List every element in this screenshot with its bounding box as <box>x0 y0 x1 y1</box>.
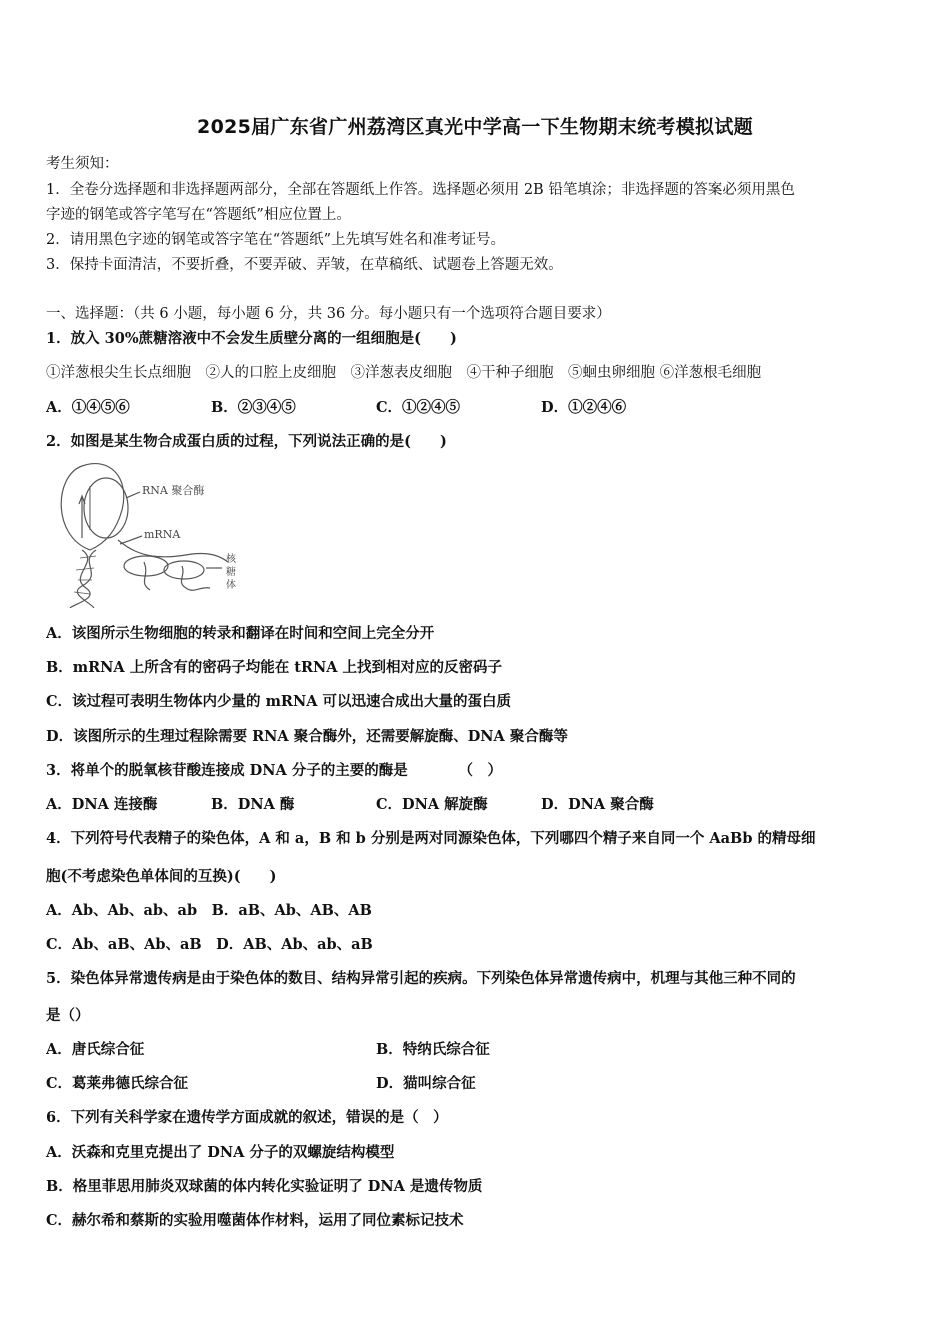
q2-option-d[interactable]: D．该图所示的生理过程除需要 RNA 聚合酶外，还需要解旋酶、DNA 聚合酶等 <box>46 728 568 745</box>
protein-synthesis-figure <box>60 458 250 608</box>
q3-option-a[interactable]: A．DNA 连接酶 <box>46 796 158 813</box>
question-1-list: ①洋葱根尖生长点细胞 ②人的口腔上皮细胞 ③洋葱表皮细胞 ④干种子细胞 ⑤蛔虫卵细胞 ⑥洋葱根毛细胞 <box>46 365 762 381</box>
label-rna-polymerase: RNA 聚合酶 <box>142 484 205 497</box>
notice-heading: 考生须知： <box>46 156 119 172</box>
notice-item: 2．请用黑色字迹的钢笔或答字笔在“答题纸”上先填写姓名和准考证号。 <box>46 232 506 248</box>
q3-option-d[interactable]: D．DNA 聚合酶 <box>541 796 654 813</box>
question-6-stem: 6．下列有关科学家在遗传学方面成就的叙述，错误的是（ ） <box>46 1109 448 1126</box>
section-heading: 一、选择题：（共 6 小题，每小题 6 分，共 36 分。每小题只有一个选项符合题目要求） <box>46 306 611 322</box>
q5-option-a[interactable]: A．唐氏综合征 <box>46 1041 145 1058</box>
page-title: 2025届广东省广州荔湾区真光中学高一下生物期末统考模拟试题 <box>197 116 753 138</box>
protein-synthesis-diagram <box>60 458 250 608</box>
q1-option-b[interactable]: B．②③④⑤ <box>211 399 296 416</box>
q6-option-a[interactable]: A．沃森和克里克提出了 DNA 分子的双螺旋结构模型 <box>46 1144 395 1161</box>
notice-item: 1．全卷分选择题和非选择题两部分，全部在答题纸上作答。选择题必须用 2B 铅笔填涂；非选择题的答案必须用黑色 <box>46 182 795 198</box>
question-4-stem: 4．下列符号代表精子的染色体，A 和 a，B 和 b 分别是两对同源染色体，下列哪四个精子来自同一个 AaBb 的精母细 <box>46 830 816 847</box>
q6-option-c[interactable]: C．赫尔希和蔡斯的实验用噬菌体作材料，运用了同位素标记技术 <box>46 1212 464 1229</box>
q4-options-ab[interactable]: A．Ab、Ab、ab、ab B．aB、Ab、AB、AB <box>46 902 372 919</box>
label-mrna: mRNA <box>144 528 181 541</box>
label-ribosome <box>226 552 239 591</box>
q1-option-a[interactable]: A．①④⑤⑥ <box>46 399 130 416</box>
question-5-stem-cont: 是（） <box>46 1007 90 1024</box>
question-3-stem: 3．将单个的脱氧核苷酸连接成 DNA 分子的主要的酶是 （ ） <box>46 762 503 779</box>
q1-option-c[interactable]: C．①②④⑤ <box>376 399 461 416</box>
q4-options-cd[interactable]: C．Ab、aB、Ab、aB D．AB、Ab、ab、aB <box>46 936 373 953</box>
q2-option-a[interactable]: A．该图所示生物细胞的转录和翻译在时间和空间上完全分开 <box>46 625 435 642</box>
question-4-stem-cont: 胞(不考虑染色单体间的互换)( ) <box>46 868 277 885</box>
q2-option-c[interactable]: C．该过程可表明生物体内少量的 mRNA 可以迅速合成出大量的蛋白质 <box>46 693 512 710</box>
q2-option-b[interactable]: B．mRNA 上所含有的密码子均能在 tRNA 上找到相对应的反密码子 <box>46 659 503 676</box>
question-1-text: 1．放入 30%蔗糖溶液中不会发生质壁分离的一组细胞是( ) <box>46 330 457 347</box>
q5-option-b[interactable]: B．特纳氏综合征 <box>376 1041 490 1058</box>
label-ribosome-char: 核 <box>226 554 236 565</box>
question-1-stem <box>46 327 457 348</box>
question-5-stem: 5．染色体异常遗传病是由于染色体的数目、结构异常引起的疾病。下列染色体异常遗传病中，机理与其他三种不同的 <box>46 970 796 987</box>
label-ribosome-char: 体 <box>226 580 236 591</box>
q3-option-b[interactable]: B．DNA 酶 <box>211 796 295 813</box>
q1-option-d[interactable]: D．①②④⑥ <box>541 399 627 416</box>
label-ribosome-char: 糖 <box>226 567 236 578</box>
q5-option-c[interactable]: C．葛莱弗德氏综合征 <box>46 1075 189 1092</box>
notice-item: 3．保持卡面清洁，不要折叠，不要弄破、弄皱，在草稿纸、试题卷上答题无效。 <box>46 257 563 273</box>
notice-item: 字迹的钢笔或答字笔写在“答题纸”相应位置上。 <box>46 207 351 223</box>
q3-option-c[interactable]: C．DNA 解旋酶 <box>376 796 488 813</box>
question-2-stem: 2．如图是某生物合成蛋白质的过程，下列说法正确的是( ) <box>46 433 447 450</box>
q6-option-b[interactable]: B．格里菲思用肺炎双球菌的体内转化实验证明了 DNA 是遗传物质 <box>46 1178 483 1195</box>
q5-option-d[interactable]: D．猫叫综合征 <box>376 1075 476 1092</box>
